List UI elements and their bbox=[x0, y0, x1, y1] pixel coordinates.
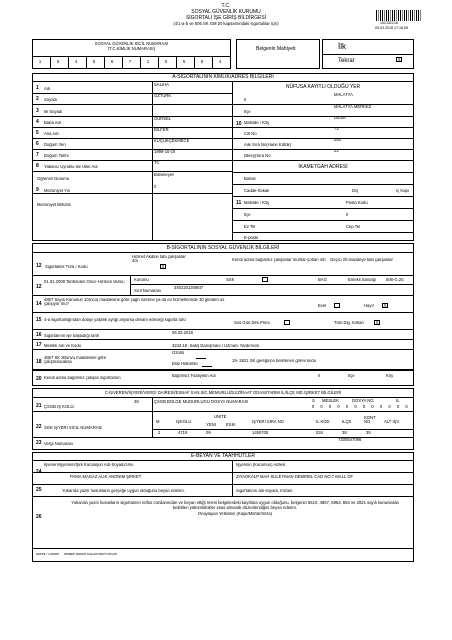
sicil-no-label: Sicil Numarası bbox=[134, 289, 161, 293]
nufus-title: NÜFUSA KAYITLI OLDUĞU YER bbox=[285, 84, 361, 90]
opt-4a-checkbox[interactable]: X bbox=[161, 264, 165, 269]
il-label: İl bbox=[346, 213, 349, 217]
ceptel-label: Cep Tel bbox=[346, 225, 361, 229]
nufus-value: 22 bbox=[334, 149, 339, 153]
bag-label: BAĞ bbox=[318, 278, 327, 282]
header-institution: SOSYAL GÜVENLİK KURUMU bbox=[191, 9, 261, 15]
row-16-num: 16 bbox=[36, 332, 42, 338]
belge-mahiyet-label: Belgenin Mahiyeti bbox=[256, 46, 296, 52]
nufus-value: MALATYA bbox=[334, 93, 353, 97]
sicil-no-value: 34022013095I7 bbox=[174, 286, 204, 290]
dis-label: Dış bbox=[352, 189, 359, 193]
sira-value: 1450705 bbox=[252, 431, 269, 435]
bagimsiz-label: Kendi adına bağımsız çalışan sigortalının bbox=[44, 376, 121, 380]
row-23-num: 23 bbox=[36, 440, 42, 446]
baslama-label: Sigortalının işe başladığı tarih bbox=[44, 334, 100, 338]
dosya-digit: 0 bbox=[320, 405, 323, 409]
hayir-checkbox[interactable]: X bbox=[383, 303, 387, 308]
ikamet-title: İKAMETGAH ADRESİ bbox=[298, 164, 348, 170]
belge-tekrar: Tekrar bbox=[338, 58, 355, 64]
nufus-label: Aile Sıra No(Hane Kütük) bbox=[244, 143, 292, 147]
meslek-value: 3242.16 -Satış Danışmanı / Uzmanı Yardımcısı bbox=[172, 344, 260, 348]
identity-value: GÜRSEL bbox=[154, 117, 172, 121]
dosya-digit: 0 bbox=[388, 405, 391, 409]
iskolu-col-label: İŞKOLU bbox=[176, 420, 192, 424]
onay-metni: Yukarıda yazılı hususların sigortalının nüfus cüzdanından ve beyan ettiği resmi belgelerdeki kayıtlara uygun olduğunu, belgenin 5510, 4857, 5953, 854 ve 2821 sayılı kanunlarda belirtilen yükümlülükler esas alınarak düzenlendiğini beyan ederim. bbox=[71, 500, 399, 511]
eski-label: ESKİ bbox=[226, 423, 236, 427]
identity-label: Yabancı Uyruklu ise Ülke Adı bbox=[44, 165, 98, 169]
dosya-digit: 0 bbox=[379, 405, 383, 409]
nufus-label: Mahalle / Köy bbox=[244, 121, 270, 125]
identity-value: TC bbox=[154, 161, 160, 165]
faaliyet-label: Bağımsız Faaliyetin Adı bbox=[172, 374, 216, 378]
evet-label: Evet bbox=[318, 304, 327, 308]
row-12-num: 12 bbox=[36, 263, 42, 269]
row-15-num: 15 bbox=[36, 317, 42, 323]
gorev-kodu-label: 19- 2821 SK gereğince belirlenen görev kodu bbox=[232, 359, 317, 363]
row-7-num: 7 bbox=[36, 152, 39, 158]
unite-label: ÜNİTE bbox=[214, 415, 227, 419]
emekli-label: Emekli Sandığı bbox=[348, 278, 377, 282]
mezuniyet-value: 0 bbox=[154, 185, 157, 189]
sigortalilik-turu-label: Sigortalılık Türü / Kodu bbox=[45, 265, 88, 269]
csgb-label: ÇSGB BÖLGE MÜDÜRLÜĞÜ DOSYA NUMARASI bbox=[154, 400, 249, 404]
row-2-num: 2 bbox=[36, 96, 39, 102]
madde30-label: 4857 SK 30unvu maddesine göre çalıştırılacaksa bbox=[44, 356, 107, 365]
sicil-digit: 4 bbox=[74, 60, 78, 64]
sigortali-imza-label: Sigortalının adı-soyadı, İmzası bbox=[236, 489, 293, 493]
identity-label: Doğum Tarihi bbox=[44, 154, 69, 158]
nufus-value: DİLEK bbox=[334, 116, 347, 120]
isyeri-adres-value: ZİYAOKALP MAH SÜLEYMAN DEMİREL CAD NO:7 MALL OF bbox=[236, 475, 354, 479]
nufus-label: Cilt No bbox=[244, 132, 257, 136]
row-5-num: 5 bbox=[36, 130, 39, 136]
il-kod-label: İL bbox=[396, 399, 400, 403]
onceki-hizmet-label: 01.01.2008 Tarihinden Önce Hizmeti Varsa; bbox=[44, 280, 125, 284]
iskolu-value-cell: 4719 bbox=[178, 431, 188, 435]
belge-tekrar-checkbox[interactable]: X bbox=[397, 57, 401, 62]
section-b-title: B-SİGORTALININ SOSYAL GÜVENLİK BİLGİLERİ bbox=[166, 245, 280, 251]
m-value: 2 bbox=[158, 431, 161, 435]
hayir-label: Hayır bbox=[364, 304, 375, 308]
identity-value: BİLFER bbox=[154, 128, 169, 132]
kurumu-label: Kurumu bbox=[134, 278, 149, 282]
barcode-date: 05.03.2018 17:18:08 bbox=[375, 26, 408, 30]
dosya-digit: 0 bbox=[371, 405, 374, 409]
sicil-digit: 7 bbox=[128, 60, 132, 64]
nufus-label: (Birey)Sıra No bbox=[244, 154, 271, 158]
isyeri-sicil-label: SGK İŞYERİ SİCİL NUMARASI bbox=[44, 426, 103, 430]
sicil-sublabel: (T.C.KİMLİK NUMARASI) bbox=[107, 46, 156, 51]
row-25-num: 25 bbox=[36, 487, 42, 493]
faaliyet-koy-label: Köy bbox=[386, 374, 394, 378]
sosgun-checkbox[interactable] bbox=[284, 320, 290, 325]
dosya-no-label: DOSYA NO bbox=[352, 399, 374, 403]
bolum-label: Mezuniyet Bölümü bbox=[37, 203, 72, 207]
row-17-num: 17 bbox=[36, 342, 42, 348]
sicil-digit: 6 bbox=[110, 60, 114, 64]
tumdig-label: Tüm.Dig. Kollan bbox=[334, 321, 364, 325]
sicil-digit: 5 bbox=[92, 60, 96, 64]
identity-label: Baba Adı bbox=[44, 121, 61, 125]
gm20-label: 506-G.20. bbox=[386, 278, 405, 282]
ilce-label: İlçe bbox=[244, 213, 251, 217]
nufus-value: MALATYA MERKEZ bbox=[334, 105, 372, 109]
bulvar-label: Bulvar bbox=[244, 177, 256, 181]
il-kod-col-label: İL KOD bbox=[316, 420, 330, 424]
dosya-digit: 0 bbox=[337, 405, 340, 409]
dosya-digit: 0 bbox=[362, 405, 366, 409]
header-tc: T.C. bbox=[221, 3, 231, 9]
dosya-digit: 0 bbox=[311, 405, 315, 409]
ogrenim-label: Öğrenim Durumu bbox=[37, 177, 70, 181]
ickapi-label: İç Kapı bbox=[396, 189, 410, 193]
faaliyet-il-label: İl bbox=[318, 374, 321, 378]
row-24-num: 24 bbox=[36, 469, 42, 475]
identity-value: KÜÇÜKÇEKMECE bbox=[154, 139, 190, 143]
dosya-digit: 0 bbox=[405, 405, 408, 409]
sicil-digit: 5 bbox=[56, 60, 60, 64]
yeni-value: 09 bbox=[206, 431, 211, 435]
dosya-digit: 0 bbox=[345, 405, 349, 409]
mezuniyet-label: Mezuniyet Yılı bbox=[44, 189, 71, 193]
nufus-label: İl bbox=[244, 98, 247, 102]
tumdig-checkbox[interactable]: X bbox=[375, 320, 379, 325]
alt-isv-label: ALT İŞV. bbox=[384, 420, 400, 424]
eski-hukumlu-label: Eski Hükümlü bbox=[172, 362, 198, 366]
section-c-title: C-İŞVEREN/İŞYERİ/VERGİ DAİRESİ/ESNAF SAN.SİC.MEMURLUĞU/ZİRAAT ODASI/TARIM İL/İLÇE MD./ŞİRKET BİLGİLERİ bbox=[104, 390, 342, 395]
beyan-label: Yukarıda yazılı hususların gerçeğe uygun olduğunu beyan ederim. bbox=[62, 489, 185, 493]
dosya-digit: 0 bbox=[328, 405, 332, 409]
sicil-digit: 1 bbox=[38, 60, 42, 64]
identity-value: SALİHA bbox=[154, 83, 169, 87]
barcode-number: 152152218 bbox=[380, 21, 398, 25]
evtel-label: Ev Tel bbox=[244, 225, 256, 229]
row-8-num: 8 bbox=[36, 163, 39, 169]
identity-label: İlk Soyadı bbox=[44, 110, 63, 114]
row-1-num: 1 bbox=[36, 85, 39, 91]
identity-label: Adı bbox=[44, 87, 51, 91]
eposta-label: E-posta bbox=[244, 236, 259, 240]
sicil-label: SOSYAL GÜVENLİK SİCİL NUMARASI bbox=[94, 41, 169, 46]
vergi-no-label: Vergi Numarası bbox=[44, 442, 73, 446]
isyeri-adres-label: İşyerinin (Kurumun) Adresi bbox=[236, 463, 286, 467]
section-a-title: A-SİGORTALININ KİMLİK/ADRES BİLGİLERİ bbox=[172, 74, 274, 80]
isyeri-sira-label: İŞYERİ SIRA NO bbox=[252, 420, 284, 424]
kont-no-label: KONT NO bbox=[364, 416, 376, 425]
ssk-checkbox[interactable] bbox=[262, 277, 268, 282]
sicil-digit: 1 bbox=[146, 60, 150, 64]
identity-value: ÖZTÜRK bbox=[154, 94, 172, 98]
header-subtitle: (4/1-a-b ve 506 SK GM 20 kapsamındaki sigortalılar için) bbox=[173, 21, 279, 26]
nufus-value: 283 bbox=[334, 138, 341, 142]
row-10-num: 10 bbox=[236, 121, 242, 127]
belge-mahiyet-box bbox=[236, 39, 320, 69]
row-3-num: 3 bbox=[36, 108, 39, 114]
onaylayan-label: Onaylayan Yetkilinin (Kaşe/Mühür/İmza) bbox=[197, 512, 273, 516]
ogrenim-value: Bilinmeyen bbox=[154, 173, 175, 177]
isveren-label: İşveren/İşyerinin/Şirk Kuruluşun Adı-Soyadı/Ünv. bbox=[44, 463, 134, 467]
barcode bbox=[376, 10, 422, 21]
cadde-label: Cadde-Sokak bbox=[244, 189, 270, 193]
opt-4a: Hizmet Akdine tabi çalışanlar 4/a bbox=[132, 255, 186, 264]
dosya-digit: 0 bbox=[396, 405, 400, 409]
meslek-label: Meslek Adı ve Kodu bbox=[44, 344, 82, 348]
dosya-digit: 0 bbox=[354, 405, 357, 409]
row-6-num: 6 bbox=[36, 141, 39, 147]
isveren-value: PAMA MAĞAZ ALIK ANONİM ŞİRKET bbox=[70, 475, 142, 479]
baslama-value: 06.03.2018 bbox=[172, 331, 193, 335]
identity-value: 1999-10-19 bbox=[154, 150, 176, 154]
opt-4b: Kendi adına bağımsız çalışanlar muhtar-çoban 4/b bbox=[232, 258, 326, 262]
sicil-digit: 9 bbox=[200, 60, 204, 64]
belge-ilk: İlk bbox=[338, 42, 346, 51]
ssk-label: SSK bbox=[226, 278, 235, 282]
iskolu-label: ÇSGB İŞ KOLU: bbox=[44, 405, 75, 409]
nufus-value: 72 bbox=[334, 127, 339, 131]
row-13-num: 12 bbox=[36, 284, 42, 290]
posta-kodu-label: Posta Kodu bbox=[346, 201, 368, 205]
s-label: S bbox=[312, 399, 315, 403]
sicil-digit: 0 bbox=[164, 60, 168, 64]
sicil-digit: 5 bbox=[182, 60, 186, 64]
yeni-label: YENİ bbox=[206, 423, 216, 427]
m-label: M bbox=[156, 420, 160, 424]
row-4-num: 4 bbox=[36, 119, 39, 125]
yaslilik-label: 4-a sigortalılığından dolayı yaşlılık aylığı alıyorsa devam edeceği sigorta türü bbox=[44, 318, 186, 322]
ozurlu-label: Özürlü bbox=[172, 351, 185, 355]
row-14-num: 14 bbox=[36, 301, 42, 307]
evet-checkbox[interactable] bbox=[334, 303, 340, 308]
section-a bbox=[32, 73, 414, 241]
meslek-kod-label: MESLEK bbox=[322, 399, 339, 403]
row-26-num: 26 bbox=[36, 514, 42, 520]
identity-label: Soyadı bbox=[44, 98, 58, 102]
opt-gecici20: Geçici 20.maddeye tabi çalışanlar bbox=[330, 258, 393, 262]
header-form-title: SİGORTALI İŞE GİRİŞ BİLDİRGESİ bbox=[185, 15, 267, 21]
row-22-num: 22 bbox=[36, 424, 42, 430]
mahalle-label: Mahalle / Köy bbox=[244, 201, 270, 205]
iskolu-value: 28 bbox=[134, 400, 139, 404]
nufus-label: İlçe bbox=[244, 110, 251, 114]
row-21-num: 21 bbox=[36, 403, 42, 409]
ilce-col-label: İLÇE bbox=[342, 420, 352, 424]
section-e-title: E-BEYAN VE TAAHHÜTLER bbox=[191, 453, 255, 459]
cagri-label: 4857 Sayılı Kanunun 10(ncü) maddesine göre çağrı üzerine ya da ev hizmetlerinde 30 günden az çalışıyor mu? bbox=[44, 298, 225, 307]
row-18-num: 18 bbox=[36, 359, 42, 365]
row-20-num: 20 bbox=[36, 376, 42, 382]
adres-durum-value: İletisini durum BİLDİRİMİYORUM bbox=[64, 553, 118, 556]
row-9-num: 9 bbox=[36, 187, 39, 193]
adres-durum-label: Adres / Dorum bbox=[36, 553, 60, 556]
identity-label: Doğum Yeri bbox=[44, 143, 66, 147]
row-11-num: 11 bbox=[236, 200, 242, 206]
identity-label: Ana Adı bbox=[44, 132, 59, 136]
sicil-digit: 4 bbox=[218, 60, 222, 64]
ilce-value: 38 bbox=[342, 431, 347, 435]
kont-value: 35 bbox=[366, 431, 371, 435]
vergi-no-value: 7200547096 bbox=[338, 438, 362, 442]
faaliyet-ilce-label: İlçe bbox=[348, 374, 355, 378]
ilkod-value: 034 bbox=[316, 431, 323, 435]
sosgun-label: Sos.Gün.Des.Primi bbox=[234, 321, 270, 325]
